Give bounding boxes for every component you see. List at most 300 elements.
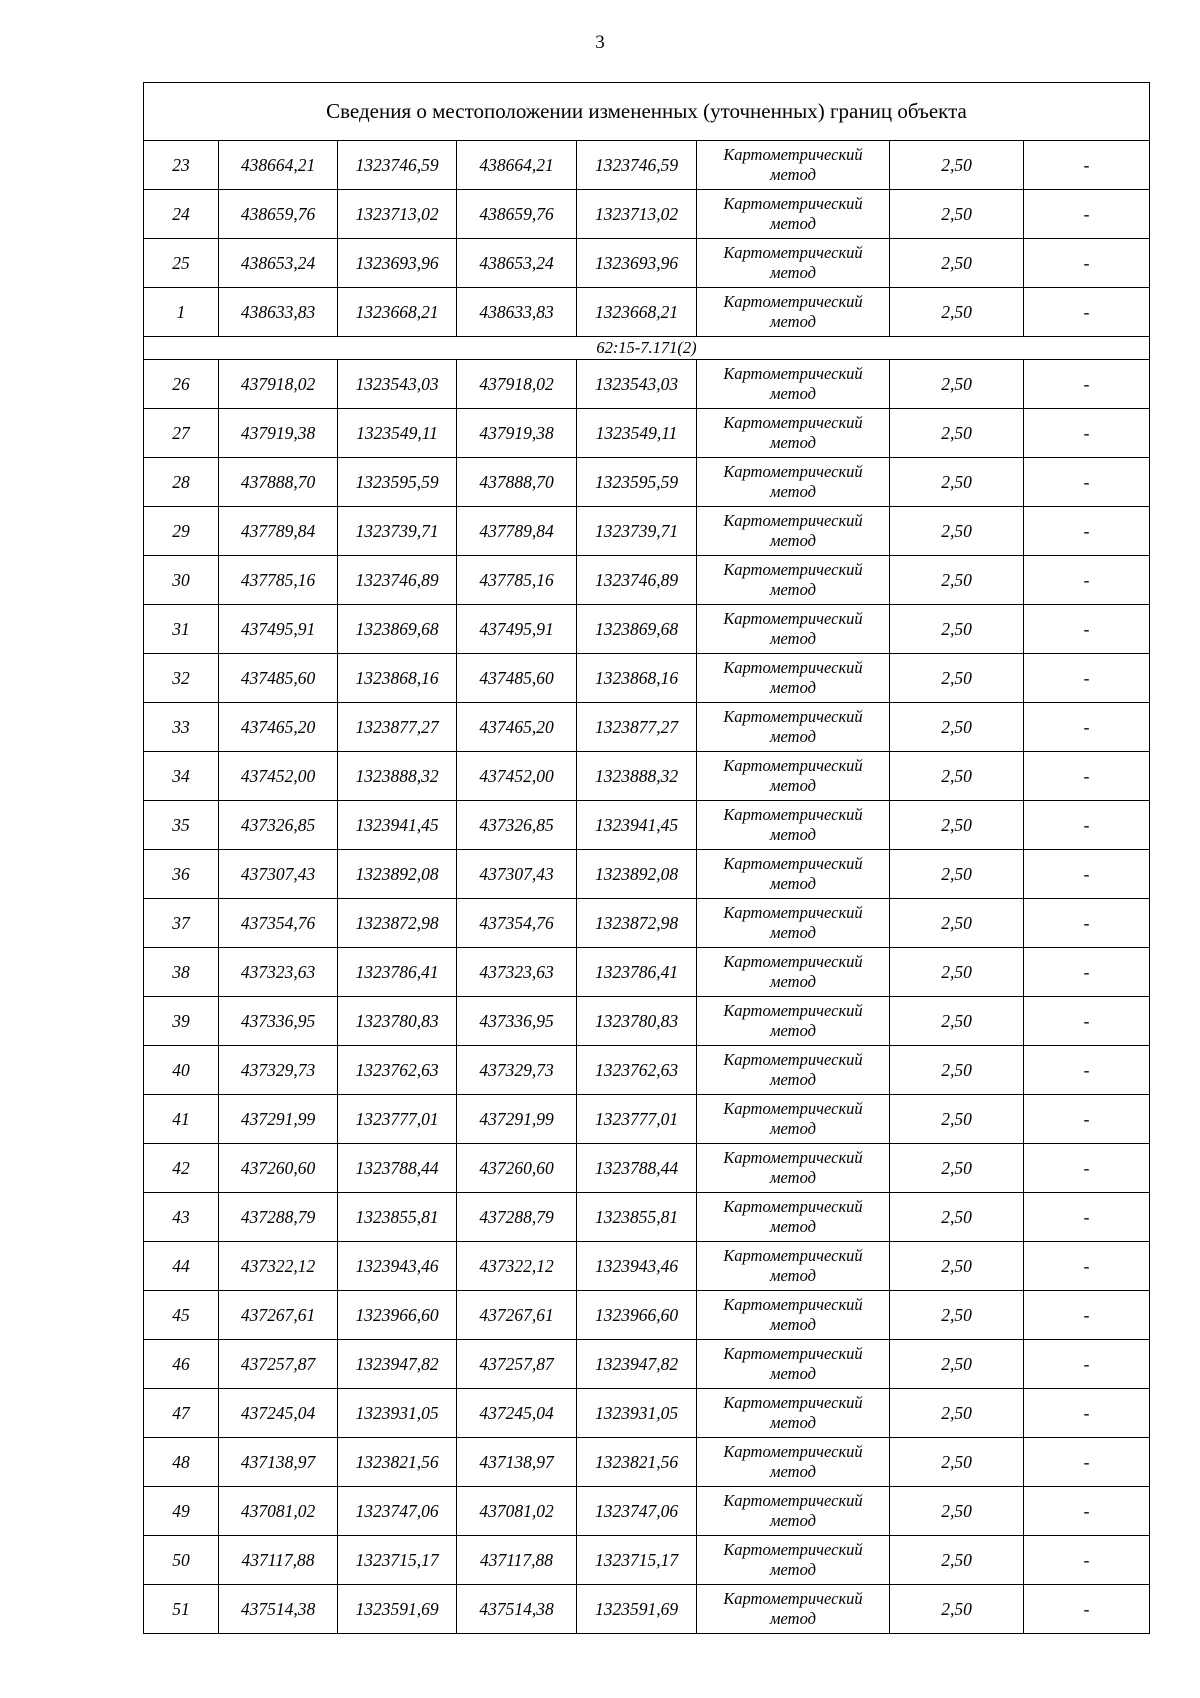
y-coordinate-existing: 1323713,02 <box>338 190 457 239</box>
y-coordinate-refined: 1323877,27 <box>577 703 697 752</box>
x-coordinate-refined: 437329,73 <box>457 1046 577 1095</box>
table-row <box>144 1585 1150 1634</box>
note-cell: - <box>1024 850 1150 899</box>
method-cell <box>697 288 890 337</box>
x-coordinate-existing: 437267,61 <box>219 1291 338 1340</box>
table-row <box>144 801 1150 850</box>
method-cell <box>697 556 890 605</box>
point-number: 35 <box>144 801 219 850</box>
x-coordinate-refined: 437260,60 <box>457 1144 577 1193</box>
method-text: метод <box>770 165 816 184</box>
method-text: метод <box>770 1462 816 1481</box>
method-text: Картометрический <box>723 658 863 677</box>
x-coordinate-refined: 437789,84 <box>457 507 577 556</box>
y-coordinate-refined: 1323715,17 <box>577 1536 697 1585</box>
x-coordinate-existing: 437354,76 <box>219 899 338 948</box>
table-row <box>144 1536 1150 1585</box>
method-text: Картометрический <box>723 1001 863 1020</box>
note-cell: - <box>1024 556 1150 605</box>
y-coordinate-refined: 1323747,06 <box>577 1487 697 1536</box>
method-text: метод <box>770 972 816 991</box>
y-coordinate-existing: 1323715,17 <box>338 1536 457 1585</box>
note-cell: - <box>1024 1095 1150 1144</box>
x-coordinate-existing: 437081,02 <box>219 1487 338 1536</box>
accuracy-value: 2,50 <box>890 1340 1024 1389</box>
method-cell <box>697 948 890 997</box>
note-cell: - <box>1024 899 1150 948</box>
point-number: 34 <box>144 752 219 801</box>
x-coordinate-refined: 437465,20 <box>457 703 577 752</box>
note-cell: - <box>1024 1046 1150 1095</box>
y-coordinate-refined: 1323872,98 <box>577 899 697 948</box>
method-text: метод <box>770 1511 816 1530</box>
y-coordinate-existing: 1323747,06 <box>338 1487 457 1536</box>
method-text: метод <box>770 1560 816 1579</box>
method-text: Картометрический <box>723 364 863 383</box>
accuracy-value: 2,50 <box>890 1291 1024 1340</box>
note-cell: - <box>1024 1389 1150 1438</box>
point-number: 27 <box>144 409 219 458</box>
y-coordinate-refined: 1323549,11 <box>577 409 697 458</box>
x-coordinate-existing: 438659,76 <box>219 190 338 239</box>
method-text: метод <box>770 263 816 282</box>
method-text: метод <box>770 776 816 795</box>
method-text: Картометрический <box>723 1295 863 1314</box>
accuracy-value: 2,50 <box>890 997 1024 1046</box>
x-coordinate-existing: 437138,97 <box>219 1438 338 1487</box>
method-cell <box>697 1291 890 1340</box>
x-coordinate-refined: 437919,38 <box>457 409 577 458</box>
table-row <box>144 1193 1150 1242</box>
note-cell: - <box>1024 1193 1150 1242</box>
method-text: метод <box>770 1168 816 1187</box>
point-number: 25 <box>144 239 219 288</box>
y-coordinate-refined: 1323693,96 <box>577 239 697 288</box>
table-row <box>144 507 1150 556</box>
table-row <box>144 997 1150 1046</box>
method-text: Картометрический <box>723 903 863 922</box>
table-row <box>144 1340 1150 1389</box>
x-coordinate-existing: 437117,88 <box>219 1536 338 1585</box>
method-text: метод <box>770 384 816 403</box>
y-coordinate-refined: 1323943,46 <box>577 1242 697 1291</box>
note-cell: - <box>1024 239 1150 288</box>
method-text: Картометрический <box>723 805 863 824</box>
x-coordinate-refined: 437326,85 <box>457 801 577 850</box>
point-number: 50 <box>144 1536 219 1585</box>
table-body <box>144 83 1150 1634</box>
note-cell: - <box>1024 605 1150 654</box>
accuracy-value: 2,50 <box>890 409 1024 458</box>
x-coordinate-existing: 437888,70 <box>219 458 338 507</box>
y-coordinate-existing: 1323746,59 <box>338 141 457 190</box>
accuracy-value: 2,50 <box>890 288 1024 337</box>
note-cell: - <box>1024 507 1150 556</box>
method-cell <box>697 1242 890 1291</box>
point-number: 29 <box>144 507 219 556</box>
x-coordinate-refined: 437257,87 <box>457 1340 577 1389</box>
x-coordinate-existing: 437785,16 <box>219 556 338 605</box>
table-row <box>144 703 1150 752</box>
accuracy-value: 2,50 <box>890 1046 1024 1095</box>
method-text: метод <box>770 1315 816 1334</box>
note-cell: - <box>1024 1144 1150 1193</box>
note-cell: - <box>1024 141 1150 190</box>
x-coordinate-existing: 438653,24 <box>219 239 338 288</box>
method-cell <box>697 1585 890 1634</box>
point-number: 46 <box>144 1340 219 1389</box>
y-coordinate-refined: 1323543,03 <box>577 360 697 409</box>
method-cell <box>697 1144 890 1193</box>
x-coordinate-existing: 437245,04 <box>219 1389 338 1438</box>
note-cell: - <box>1024 458 1150 507</box>
point-number: 31 <box>144 605 219 654</box>
method-text: метод <box>770 580 816 599</box>
x-coordinate-refined: 437288,79 <box>457 1193 577 1242</box>
accuracy-value: 2,50 <box>890 948 1024 997</box>
method-cell <box>697 1193 890 1242</box>
x-coordinate-existing: 437485,60 <box>219 654 338 703</box>
table-title: Сведения о местоположении измененных (уточненных) границ объекта <box>144 83 1150 141</box>
point-number: 26 <box>144 360 219 409</box>
point-number: 32 <box>144 654 219 703</box>
table-row <box>144 1046 1150 1095</box>
note-cell: - <box>1024 288 1150 337</box>
method-cell <box>697 1046 890 1095</box>
x-coordinate-refined: 437485,60 <box>457 654 577 703</box>
x-coordinate-existing: 437322,12 <box>219 1242 338 1291</box>
y-coordinate-refined: 1323941,45 <box>577 801 697 850</box>
method-text: метод <box>770 1609 816 1628</box>
x-coordinate-existing: 437918,02 <box>219 360 338 409</box>
point-number: 43 <box>144 1193 219 1242</box>
y-coordinate-existing: 1323877,27 <box>338 703 457 752</box>
point-number: 47 <box>144 1389 219 1438</box>
accuracy-value: 2,50 <box>890 1193 1024 1242</box>
x-coordinate-existing: 437260,60 <box>219 1144 338 1193</box>
y-coordinate-existing: 1323788,44 <box>338 1144 457 1193</box>
method-cell <box>697 703 890 752</box>
y-coordinate-existing: 1323869,68 <box>338 605 457 654</box>
y-coordinate-refined: 1323931,05 <box>577 1389 697 1438</box>
note-cell: - <box>1024 1340 1150 1389</box>
accuracy-value: 2,50 <box>890 1144 1024 1193</box>
method-cell <box>697 997 890 1046</box>
accuracy-value: 2,50 <box>890 239 1024 288</box>
accuracy-value: 2,50 <box>890 360 1024 409</box>
note-cell: - <box>1024 948 1150 997</box>
y-coordinate-refined: 1323780,83 <box>577 997 697 1046</box>
section-row <box>144 337 1150 360</box>
note-cell: - <box>1024 752 1150 801</box>
method-text: Картометрический <box>723 462 863 481</box>
y-coordinate-refined: 1323777,01 <box>577 1095 697 1144</box>
accuracy-value: 2,50 <box>890 507 1024 556</box>
x-coordinate-refined: 438653,24 <box>457 239 577 288</box>
y-coordinate-refined: 1323788,44 <box>577 1144 697 1193</box>
method-cell <box>697 458 890 507</box>
method-text: Картометрический <box>723 952 863 971</box>
method-cell <box>697 850 890 899</box>
point-number: 38 <box>144 948 219 997</box>
y-coordinate-existing: 1323966,60 <box>338 1291 457 1340</box>
accuracy-value: 2,50 <box>890 1242 1024 1291</box>
method-text: метод <box>770 214 816 233</box>
x-coordinate-existing: 437919,38 <box>219 409 338 458</box>
table-row <box>144 850 1150 899</box>
table-row <box>144 458 1150 507</box>
table-row <box>144 1095 1150 1144</box>
x-coordinate-refined: 437888,70 <box>457 458 577 507</box>
y-coordinate-refined: 1323855,81 <box>577 1193 697 1242</box>
table-row <box>144 360 1150 409</box>
y-coordinate-existing: 1323941,45 <box>338 801 457 850</box>
x-coordinate-refined: 437514,38 <box>457 1585 577 1634</box>
y-coordinate-existing: 1323947,82 <box>338 1340 457 1389</box>
y-coordinate-refined: 1323888,32 <box>577 752 697 801</box>
x-coordinate-existing: 437452,00 <box>219 752 338 801</box>
table-row <box>144 654 1150 703</box>
y-coordinate-existing: 1323549,11 <box>338 409 457 458</box>
accuracy-value: 2,50 <box>890 899 1024 948</box>
x-coordinate-existing: 437323,63 <box>219 948 338 997</box>
method-text: метод <box>770 1413 816 1432</box>
x-coordinate-refined: 437081,02 <box>457 1487 577 1536</box>
table-row <box>144 948 1150 997</box>
x-coordinate-existing: 437495,91 <box>219 605 338 654</box>
point-number: 36 <box>144 850 219 899</box>
point-number: 28 <box>144 458 219 507</box>
y-coordinate-existing: 1323746,89 <box>338 556 457 605</box>
y-coordinate-existing: 1323943,46 <box>338 1242 457 1291</box>
section-label: 62:15-7.171(2) <box>144 337 1150 360</box>
table-row <box>144 556 1150 605</box>
y-coordinate-refined: 1323762,63 <box>577 1046 697 1095</box>
x-coordinate-refined: 437138,97 <box>457 1438 577 1487</box>
table-row <box>144 409 1150 458</box>
x-coordinate-refined: 438659,76 <box>457 190 577 239</box>
point-number: 51 <box>144 1585 219 1634</box>
method-cell <box>697 1487 890 1536</box>
point-number: 49 <box>144 1487 219 1536</box>
y-coordinate-existing: 1323595,59 <box>338 458 457 507</box>
method-cell <box>697 360 890 409</box>
x-coordinate-existing: 437326,85 <box>219 801 338 850</box>
table-row <box>144 190 1150 239</box>
point-number: 45 <box>144 1291 219 1340</box>
method-text: Картометрический <box>723 707 863 726</box>
point-number: 1 <box>144 288 219 337</box>
method-text: метод <box>770 1217 816 1236</box>
method-text: Картометрический <box>723 145 863 164</box>
method-text: Картометрический <box>723 511 863 530</box>
x-coordinate-refined: 437785,16 <box>457 556 577 605</box>
note-cell: - <box>1024 1438 1150 1487</box>
accuracy-value: 2,50 <box>890 703 1024 752</box>
y-coordinate-refined: 1323966,60 <box>577 1291 697 1340</box>
page-number: 3 <box>595 32 605 53</box>
method-text: Картометрический <box>723 1393 863 1412</box>
accuracy-value: 2,50 <box>890 1095 1024 1144</box>
method-text: Картометрический <box>723 1540 863 1559</box>
note-cell: - <box>1024 190 1150 239</box>
y-coordinate-refined: 1323739,71 <box>577 507 697 556</box>
x-coordinate-existing: 437514,38 <box>219 1585 338 1634</box>
method-cell <box>697 1536 890 1585</box>
method-text: Картометрический <box>723 243 863 262</box>
accuracy-value: 2,50 <box>890 1487 1024 1536</box>
accuracy-value: 2,50 <box>890 141 1024 190</box>
y-coordinate-refined: 1323591,69 <box>577 1585 697 1634</box>
method-text: Картометрический <box>723 1246 863 1265</box>
method-text: Картометрический <box>723 854 863 873</box>
accuracy-value: 2,50 <box>890 1438 1024 1487</box>
y-coordinate-refined: 1323713,02 <box>577 190 697 239</box>
x-coordinate-refined: 437323,63 <box>457 948 577 997</box>
point-number: 24 <box>144 190 219 239</box>
method-text: Картометрический <box>723 1197 863 1216</box>
method-text: Картометрический <box>723 292 863 311</box>
method-text: метод <box>770 433 816 452</box>
accuracy-value: 2,50 <box>890 850 1024 899</box>
method-cell <box>697 654 890 703</box>
y-coordinate-refined: 1323668,21 <box>577 288 697 337</box>
method-text: Картометрический <box>723 560 863 579</box>
method-text: метод <box>770 923 816 942</box>
y-coordinate-existing: 1323777,01 <box>338 1095 457 1144</box>
method-text: метод <box>770 1119 816 1138</box>
y-coordinate-existing: 1323892,08 <box>338 850 457 899</box>
accuracy-value: 2,50 <box>890 654 1024 703</box>
x-coordinate-refined: 437354,76 <box>457 899 577 948</box>
method-cell <box>697 507 890 556</box>
x-coordinate-refined: 437336,95 <box>457 997 577 1046</box>
method-text: Картометрический <box>723 756 863 775</box>
y-coordinate-refined: 1323947,82 <box>577 1340 697 1389</box>
method-cell <box>697 141 890 190</box>
y-coordinate-refined: 1323869,68 <box>577 605 697 654</box>
accuracy-value: 2,50 <box>890 1389 1024 1438</box>
method-text: метод <box>770 874 816 893</box>
x-coordinate-refined: 437322,12 <box>457 1242 577 1291</box>
y-coordinate-existing: 1323668,21 <box>338 288 457 337</box>
method-text: Картометрический <box>723 1148 863 1167</box>
point-number: 41 <box>144 1095 219 1144</box>
accuracy-value: 2,50 <box>890 1585 1024 1634</box>
table-row <box>144 1487 1150 1536</box>
x-coordinate-existing: 437288,79 <box>219 1193 338 1242</box>
y-coordinate-existing: 1323821,56 <box>338 1438 457 1487</box>
point-number: 33 <box>144 703 219 752</box>
accuracy-value: 2,50 <box>890 752 1024 801</box>
y-coordinate-existing: 1323762,63 <box>338 1046 457 1095</box>
y-coordinate-existing: 1323868,16 <box>338 654 457 703</box>
method-text: метод <box>770 1364 816 1383</box>
y-coordinate-refined: 1323595,59 <box>577 458 697 507</box>
x-coordinate-refined: 437495,91 <box>457 605 577 654</box>
method-text: метод <box>770 1070 816 1089</box>
note-cell: - <box>1024 1242 1150 1291</box>
point-number: 42 <box>144 1144 219 1193</box>
x-coordinate-existing: 438664,21 <box>219 141 338 190</box>
y-coordinate-existing: 1323872,98 <box>338 899 457 948</box>
table-title-row <box>144 83 1150 141</box>
method-cell <box>697 605 890 654</box>
x-coordinate-refined: 437245,04 <box>457 1389 577 1438</box>
table-row <box>144 1438 1150 1487</box>
x-coordinate-refined: 437291,99 <box>457 1095 577 1144</box>
y-coordinate-refined: 1323746,89 <box>577 556 697 605</box>
method-text: Картометрический <box>723 1050 863 1069</box>
x-coordinate-refined: 437267,61 <box>457 1291 577 1340</box>
point-number: 40 <box>144 1046 219 1095</box>
method-text: метод <box>770 825 816 844</box>
x-coordinate-refined: 437918,02 <box>457 360 577 409</box>
method-text: метод <box>770 678 816 697</box>
note-cell: - <box>1024 703 1150 752</box>
x-coordinate-existing: 437465,20 <box>219 703 338 752</box>
method-text: Картометрический <box>723 194 863 213</box>
point-number: 48 <box>144 1438 219 1487</box>
x-coordinate-refined: 437117,88 <box>457 1536 577 1585</box>
note-cell: - <box>1024 409 1150 458</box>
y-coordinate-existing: 1323693,96 <box>338 239 457 288</box>
table-row <box>144 752 1150 801</box>
method-cell <box>697 239 890 288</box>
note-cell: - <box>1024 1291 1150 1340</box>
method-text: Картометрический <box>723 1589 863 1608</box>
point-number: 39 <box>144 997 219 1046</box>
method-text: метод <box>770 1266 816 1285</box>
method-text: Картометрический <box>723 1099 863 1118</box>
method-cell <box>697 409 890 458</box>
accuracy-value: 2,50 <box>890 556 1024 605</box>
method-cell <box>697 752 890 801</box>
point-number: 44 <box>144 1242 219 1291</box>
x-coordinate-existing: 437789,84 <box>219 507 338 556</box>
note-cell: - <box>1024 1585 1150 1634</box>
y-coordinate-refined: 1323821,56 <box>577 1438 697 1487</box>
accuracy-value: 2,50 <box>890 190 1024 239</box>
note-cell: - <box>1024 360 1150 409</box>
note-cell: - <box>1024 1487 1150 1536</box>
table-row <box>144 288 1150 337</box>
note-cell: - <box>1024 997 1150 1046</box>
method-text: Картометрический <box>723 1491 863 1510</box>
y-coordinate-existing: 1323888,32 <box>338 752 457 801</box>
table-row <box>144 1144 1150 1193</box>
method-cell <box>697 1389 890 1438</box>
table-row <box>144 899 1150 948</box>
y-coordinate-existing: 1323543,03 <box>338 360 457 409</box>
x-coordinate-existing: 437336,95 <box>219 997 338 1046</box>
note-cell: - <box>1024 654 1150 703</box>
y-coordinate-refined: 1323746,59 <box>577 141 697 190</box>
x-coordinate-refined: 438664,21 <box>457 141 577 190</box>
method-text: Картометрический <box>723 1442 863 1461</box>
method-cell <box>697 190 890 239</box>
x-coordinate-existing: 437329,73 <box>219 1046 338 1095</box>
accuracy-value: 2,50 <box>890 605 1024 654</box>
y-coordinate-existing: 1323931,05 <box>338 1389 457 1438</box>
x-coordinate-existing: 438633,83 <box>219 288 338 337</box>
y-coordinate-existing: 1323591,69 <box>338 1585 457 1634</box>
accuracy-value: 2,50 <box>890 801 1024 850</box>
x-coordinate-refined: 437307,43 <box>457 850 577 899</box>
x-coordinate-existing: 437307,43 <box>219 850 338 899</box>
method-text: метод <box>770 727 816 746</box>
point-number: 37 <box>144 899 219 948</box>
